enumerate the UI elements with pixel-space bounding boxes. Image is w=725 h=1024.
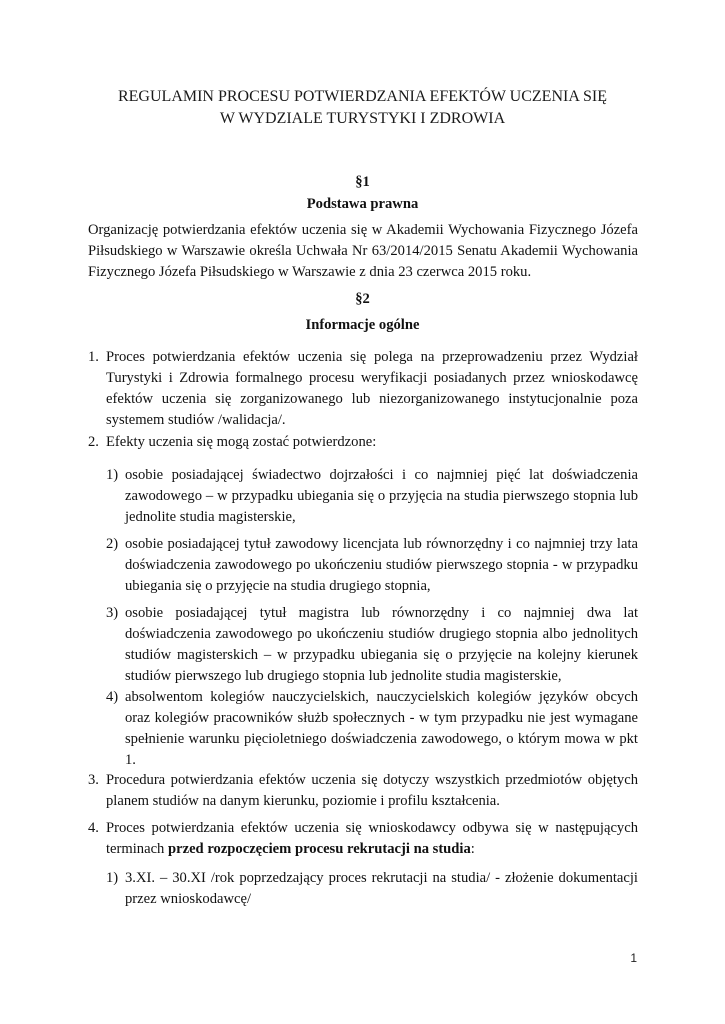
item-3-text: Procedura potwierdzania efektów uczenia się dotyczy wszystkich przedmiotów objętych planem studiów na danym kierunku, poziomie i profilu kształcenia. xyxy=(106,772,638,809)
item-4-text-before: Proces potwierdzania efektów uczenia się wnioskodawcy odbywa się w następujących terminach xyxy=(106,820,638,857)
section-1-paragraph: Organizację potwierdzania efektów uczenia się w Akademii Wychowania Fizycznego Józefa Piłsudskiego w Warszawie określa Uchwała Nr 63/2014/2015 Senatu Akademii Wychowania Fizycznego Józefa Piłsudskiego w Warszawie z dnia 23 czerwca 2015 roku. xyxy=(88,222,638,280)
sub-item-4-number: 4) xyxy=(106,689,119,705)
item-3-number: 3. xyxy=(88,772,99,788)
item-4-text-bold: przed rozpoczęciem procesu rekrutacji na studia xyxy=(168,841,471,857)
section-2-symbol: §2 xyxy=(355,291,370,307)
sub-item-4-text: absolwentom kolegiów nauczycielskich, nauczycielskich kolegiów języków obcych oraz kolegiów pracowników służb społecznych - w tym przypadku nie jest wymagane spełnienie warunku pięcioletniego doświadczenia zawodowego, o którym mowa w pkt 1. xyxy=(125,689,638,768)
title-line-1: REGULAMIN PROCESU POTWIERDZANIA EFEKTÓW UCZENIA SIĘ xyxy=(117,88,608,105)
page-number: 1 xyxy=(630,951,637,965)
item-4-sub-1-text: 3.XI. – 30.XI /rok poprzedzający proces rekrutacji na studia/ - złożenie dokumentacji przez wnioskodawcę/ xyxy=(125,870,638,907)
item-4-text-after: : xyxy=(470,841,475,857)
section-2-heading: Informacje ogólne xyxy=(305,317,420,333)
title-line-2: W WYDZIALE TURYSTYKI I ZDROWIA xyxy=(219,110,506,127)
item-4-number: 4. xyxy=(88,820,99,836)
document-title xyxy=(0,86,725,130)
sub-item-1-number: 1) xyxy=(106,467,119,483)
item-4-text xyxy=(106,818,638,860)
sub-item-2-text: osobie posiadającej tytuł zawodowy licencjata lub równorzędny i co najmniej trzy lata doświadczenia zawodowego po ukończeniu studiów pierwszego stopnia - w przypadku ubiegania się o przyjęcie na studia drugiego stopnia, xyxy=(125,536,638,594)
section-1-symbol: §1 xyxy=(355,174,370,190)
item-2-number: 2. xyxy=(88,434,99,450)
sub-item-3-number: 3) xyxy=(106,605,119,621)
item-1-text: Proces potwierdzania efektów uczenia się polega na przeprowadzeniu przez Wydział Turystyki i Zdrowia formalnego procesu weryfikacji posiadanych przez wnioskodawcę efektów uczenia się zorganizowanego lub niezorganizowanego instytucjonalnie poza systemem studiów /walidacja/. xyxy=(106,349,638,428)
item-4-sub-1-number: 1) xyxy=(106,870,119,886)
sub-item-3-text: osobie posiadającej tytuł magistra lub równorzędny i co najmniej dwa lat doświadczenia zawodowego po ukończeniu studiów drugiego stopnia albo jednolitych studiów magisterskich – w przypadku ubiegania się o przyjęcie na kolejny kierunek studiów pierwszego lub drugiego stopnia lub jednolite studia magisterskie, xyxy=(125,605,638,684)
item-2-text: Efekty uczenia się mogą zostać potwierdzone: xyxy=(106,434,377,450)
sub-item-2-number: 2) xyxy=(106,536,119,552)
item-1-number: 1. xyxy=(88,349,99,365)
sub-item-1-text: osobie posiadającej świadectwo dojrzałości i co najmniej pięć lat doświadczenia zawodowego – w przypadku ubiegania się o przyjęcia na studia pierwszego stopnia lub jednolite studia magisterskie, xyxy=(125,467,638,525)
section-1-heading: Podstawa prawna xyxy=(306,196,419,212)
